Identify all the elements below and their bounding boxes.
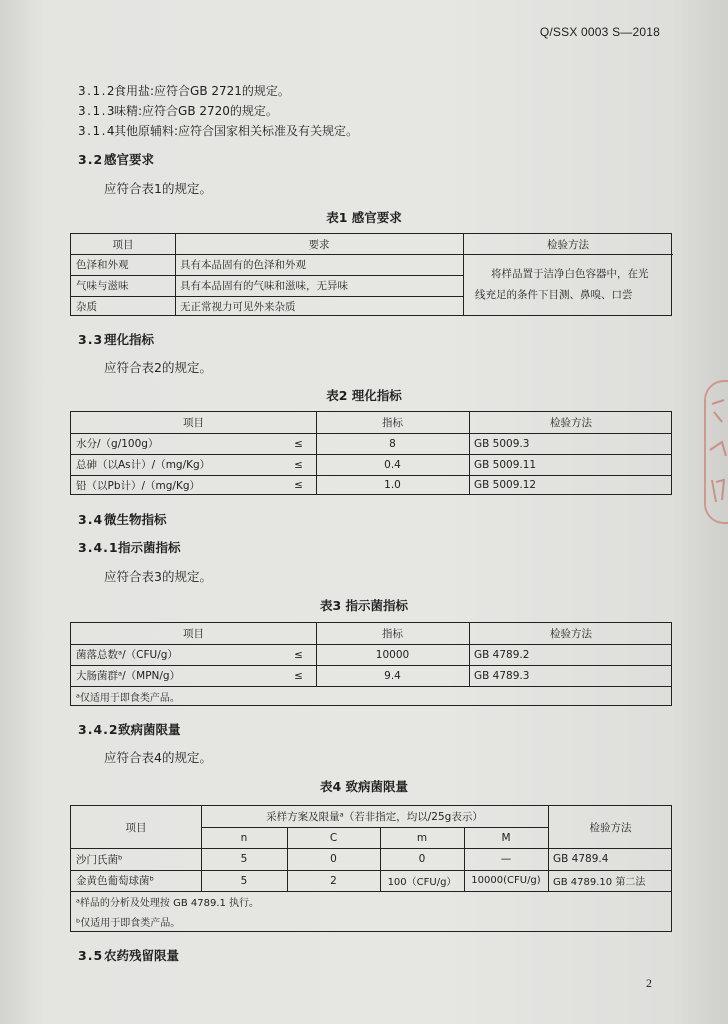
- paragraph: 应符合表1的规定。: [104, 181, 212, 196]
- table-cell: —: [500, 853, 512, 865]
- table-cell: 杂质: [76, 300, 97, 313]
- table-caption: 表4 致病菌限量: [319, 779, 409, 794]
- operator-cell: ≤: [294, 479, 303, 491]
- table-cell: 总砷（以As计）/（mg/Kg）: [76, 459, 211, 471]
- table-indicator-bacteria: [70, 622, 672, 706]
- value-cell: 8: [389, 437, 396, 450]
- table-cell: 0: [330, 853, 337, 865]
- value-cell: 9.4: [384, 669, 401, 682]
- section-number: 3.4.1: [78, 540, 119, 555]
- page-number: 2: [646, 976, 652, 990]
- section-heading-3-3: [78, 330, 154, 348]
- table-cell: 具有本品固有的色泽和外观: [180, 259, 306, 271]
- seal-glyph-marks: [706, 390, 728, 510]
- table-header: 项目: [112, 238, 134, 251]
- section-title: 微生物指标: [104, 512, 167, 527]
- table-pathogen-limits: [70, 805, 672, 932]
- method-line: 线充足的条件下目测、鼻嗅、口尝: [475, 289, 633, 301]
- method-cell: GB 5009.12: [474, 479, 537, 491]
- table-cell: 水分/（g/100g）: [76, 438, 159, 450]
- method-cell: GB 5009.3: [474, 437, 530, 450]
- paragraph: 应符合表2的规定。: [104, 360, 212, 375]
- method-line: 将样品置于洁净白色容器中，在光: [491, 268, 649, 280]
- table-cell: 大肠菌群ᵃ/（MPN/g）: [76, 670, 181, 682]
- section-number: 3.4: [78, 512, 104, 527]
- section-number: 3.2: [78, 152, 104, 167]
- section-heading-3-4-1: [78, 538, 181, 556]
- table-header: 项目: [183, 628, 204, 640]
- clause-3-1-2: [78, 82, 290, 99]
- table-header: 要求: [308, 238, 330, 251]
- table-cell: 铅（以Pb计）/（mg/Kg）: [76, 479, 201, 492]
- table-caption: 表1 感官要求: [326, 210, 402, 225]
- table-caption: 表3 指示菌指标: [319, 598, 409, 613]
- table-header: 检验方法: [550, 417, 592, 429]
- section-heading-3-5: [78, 946, 179, 964]
- table-cell: 菌落总数ᵃ/（CFU/g）: [76, 649, 178, 661]
- table-cell: 2: [330, 874, 337, 887]
- table-footnote: ᵃ仅适用于即食类产品。: [76, 692, 180, 704]
- table-header: 项目: [183, 417, 204, 429]
- section-title: 致病菌限量: [118, 722, 181, 737]
- section-heading-3-4-2: [78, 720, 181, 738]
- table-cell: 气味与滋味: [76, 280, 129, 292]
- table-footnote: ᵇ仅适用于即食类产品。: [76, 917, 181, 929]
- table-method-cell: [463, 254, 673, 316]
- section-title: 感官要求: [104, 152, 155, 167]
- table-cell: 沙门氏菌ᵇ: [76, 853, 123, 866]
- table-header: 项目: [125, 821, 147, 834]
- operator-cell: ≤: [294, 648, 303, 661]
- clause-3-1-3: [78, 102, 278, 119]
- paragraph: 应符合表4的规定。: [104, 750, 212, 765]
- operator-cell: ≤: [294, 458, 303, 471]
- table-sensory: [70, 233, 672, 316]
- section-number: 3.3: [78, 332, 104, 347]
- method-cell: GB 4789.2: [474, 648, 530, 661]
- table-subheader: C: [329, 831, 338, 844]
- section-number: 3.4.2: [78, 722, 119, 737]
- clause-number: 3.1.4: [78, 124, 117, 138]
- table-header: 指标: [382, 628, 403, 640]
- value-cell: 10000: [375, 648, 410, 661]
- clause-text: 食用盐:应符合GB 2721的规定。: [114, 84, 290, 98]
- table-cell: 5: [240, 874, 248, 887]
- clause-text: 味精:应符合GB 2720的规定。: [114, 104, 278, 118]
- table-footnote: ᵃ样品的分析及处理按 GB 4789.1 执行。: [76, 897, 260, 909]
- table-cell: 无正常视力可见外来杂质: [180, 300, 296, 313]
- table-header: 采样方案及限量ᵃ（若非指定，均以/25g表示）: [266, 811, 483, 823]
- table-physicochemical: [70, 411, 672, 495]
- section-number: 3.5: [78, 948, 104, 963]
- method-cell: GB 4789.10 第二法: [553, 877, 646, 888]
- method-cell: GB 4789.4: [553, 853, 609, 865]
- section-title: 农药残留限量: [104, 948, 180, 963]
- table-cell: 色泽和外观: [76, 259, 129, 271]
- table-cell: 5: [240, 853, 248, 865]
- clause-number: 3.1.2: [78, 84, 117, 98]
- value-cell: 1.0: [384, 479, 401, 491]
- table-subheader: m: [416, 831, 428, 844]
- operator-cell: ≤: [294, 437, 303, 450]
- clause-text: 其他原辅料:应符合国家相关标准及有关规定。: [114, 124, 359, 138]
- method-cell: GB 4789.3: [474, 669, 530, 682]
- table-cell: 具有本品固有的气味和滋味，无异味: [180, 280, 348, 292]
- section-heading-3-4: [78, 510, 167, 528]
- table-header: 检验方法: [547, 238, 589, 251]
- table-caption: 表2 理化指标: [326, 388, 402, 403]
- table-subheader: M: [501, 831, 511, 844]
- clause-number: 3.1.3: [78, 104, 117, 118]
- method-cell: GB 5009.11: [474, 458, 537, 471]
- paragraph: 应符合表3的规定。: [104, 569, 212, 584]
- value-cell: 0.4: [384, 458, 401, 471]
- table-cell: 0: [418, 853, 426, 865]
- section-title: 指示菌指标: [118, 540, 181, 555]
- section-heading-3-2: [78, 150, 154, 168]
- section-title: 理化指标: [104, 332, 155, 347]
- clause-3-1-4: [78, 122, 358, 139]
- operator-cell: ≤: [294, 669, 303, 682]
- table-header: 指标: [382, 417, 403, 429]
- document-code: Q/SSX 0003 S—2018: [539, 25, 660, 39]
- table-header: 检验方法: [589, 821, 632, 834]
- table-subheader: n: [240, 831, 248, 844]
- table-header: 检验方法: [550, 628, 592, 640]
- table-cell: 10000(CFU/g): [471, 875, 541, 886]
- table-cell: 金黄色葡萄球菌ᵇ: [76, 875, 154, 887]
- table-cell: 100（CFU/g）: [387, 877, 457, 888]
